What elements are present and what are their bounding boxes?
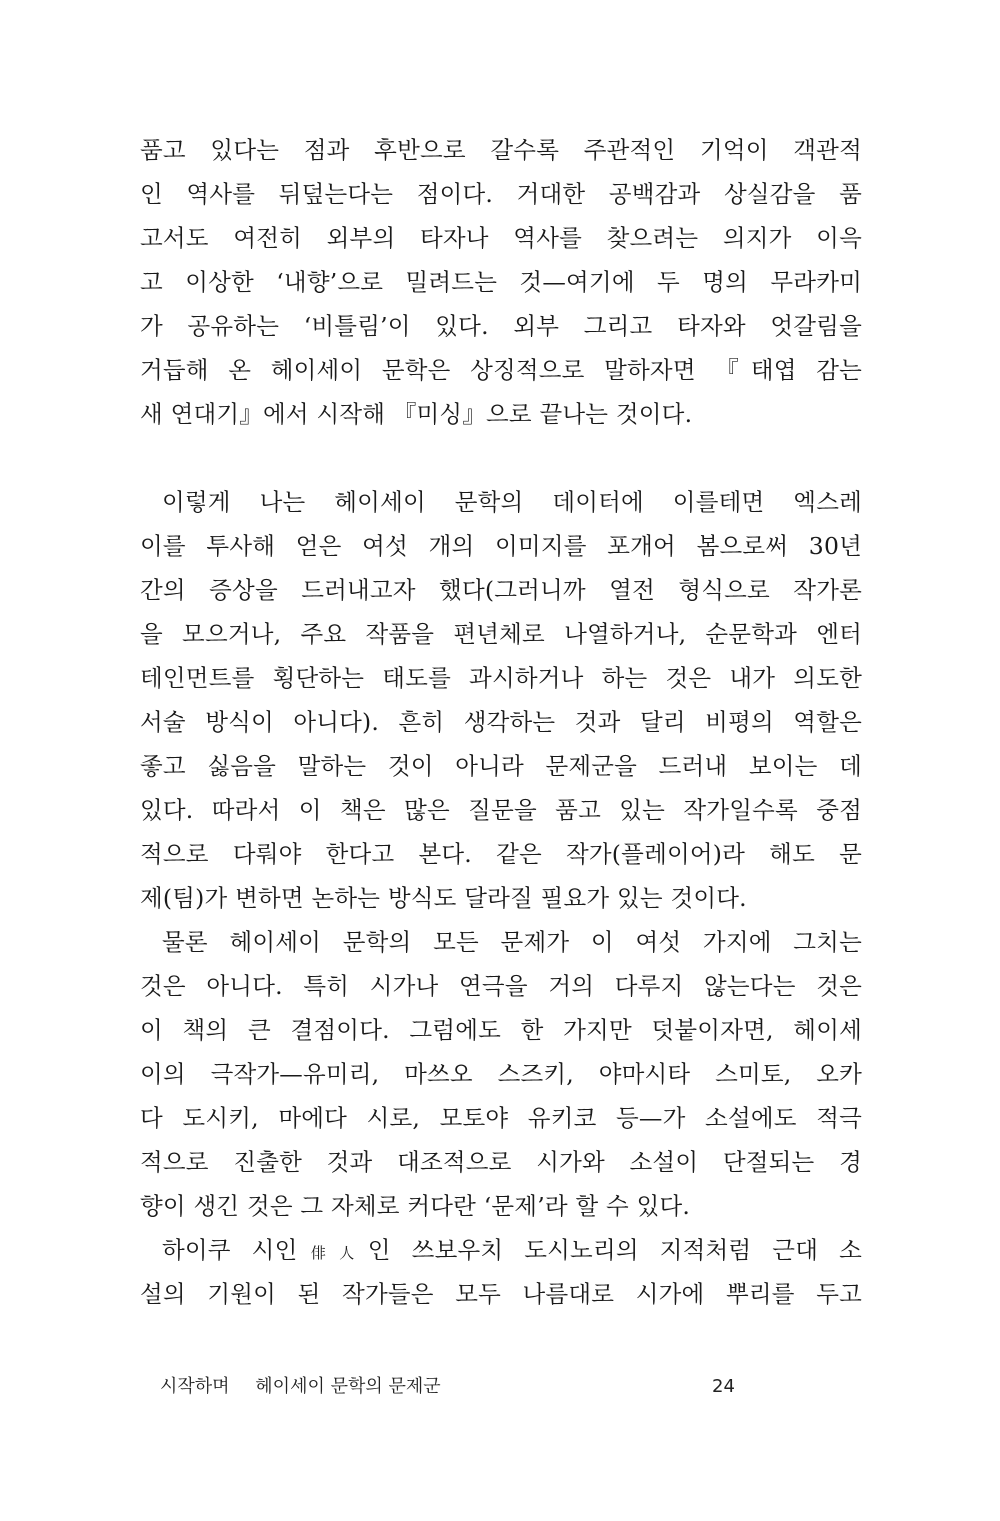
text-line: 인 역사를 뒤덮는다는 점이다. 거대한 공백감과 상실감을 품 — [140, 180, 862, 208]
text-line: 물론 헤이세이 문학의 모든 문제가 이 여섯 가지에 그치는 — [162, 928, 862, 956]
paragraph-3 — [140, 920, 862, 1228]
text-line: 을 모으거나, 주요 작품을 편년체로 나열하거나, 순문학과 엔터 — [140, 620, 862, 648]
footer-title: 헤이세이 문학의 문제군 — [255, 1376, 441, 1397]
text-line: 이 책의 큰 결점이다. 그럼에도 한 가지만 덧붙이자면, 헤이세 — [140, 1016, 862, 1044]
paragraph-1 — [140, 128, 862, 436]
text-line: 고 이상한 ‘내향’으로 밀려드는 것—여기에 두 명의 무라카미 — [140, 268, 862, 296]
text-line: 고서도 여전히 외부의 타자나 역사를 찾으려는 의지가 이윽 — [140, 224, 862, 252]
text-line: 서술 방식이 아니다). 흔히 생각하는 것과 달리 비평의 역할은 — [140, 708, 862, 736]
page-number: 24 — [712, 1376, 735, 1397]
paragraph-2 — [140, 480, 862, 920]
text-line: 다 도시키, 마에다 시로, 모토야 유키코 등—가 소설에도 적극 — [140, 1104, 862, 1132]
text-line: 이의 극작가—유미리, 마쓰오 스즈키, 야마시타 스미토, 오카 — [140, 1060, 862, 1088]
body-text — [140, 128, 862, 1316]
text-line: 제(팀)가 변하면 논하는 방식도 달라질 필요가 있는 것이다. — [140, 884, 747, 912]
section-break — [140, 436, 862, 480]
text-line: 테인먼트를 횡단하는 태도를 과시하거나 하는 것은 내가 의도한 — [140, 664, 862, 692]
text-line: 적으로 다뤄야 한다고 본다. 같은 작가(플레이어)라 해도 문 — [140, 840, 862, 868]
text-line: 새 연대기』에서 시작해 『미싱』으로 끝나는 것이다. — [140, 400, 693, 428]
paragraph-4 — [140, 1228, 862, 1316]
text-line: 적으로 진출한 것과 대조적으로 시가와 소설이 단절되는 경 — [140, 1148, 862, 1176]
text-line: 품고 있다는 점과 후반으로 갈수록 주관적인 기억이 객관적 — [140, 136, 862, 164]
text-line: 거듭해 온 헤이세이 문학은 상징적으로 말하자면 『태엽 감는 — [140, 356, 862, 384]
kanji-annotation: 俳人 — [297, 1244, 368, 1262]
text-line: 것은 아니다. 특히 시가나 연극을 거의 다루지 않는다는 것은 — [140, 972, 862, 1000]
text-line: 이를 투사해 얻은 여섯 개의 이미지를 포개어 봄으로써 30년 — [140, 532, 862, 560]
text-line: 좋고 싫음을 말하는 것이 아니라 문제군을 드러내 보이는 데 — [140, 752, 862, 780]
footer-chapter: 시작하며 — [160, 1376, 230, 1397]
text-segment: 인 쓰보우치 도시노리의 지적처럼 근대 소 — [367, 1236, 862, 1264]
text-line: 간의 증상을 드러내고자 했다(그러니까 열전 형식으로 작가론 — [140, 576, 862, 604]
text-line: 설의 기원이 된 작가들은 모두 나름대로 시가에 뿌리를 두고 — [140, 1280, 862, 1308]
text-line: 이렇게 나는 헤이세이 문학의 데이터에 이를테면 엑스레 — [162, 488, 862, 516]
text-line: 가 공유하는 ‘비틀림’이 있다. 외부 그리고 타자와 엇갈림을 — [140, 312, 862, 340]
text-segment: 하이쿠 시인 — [162, 1236, 298, 1264]
text-line: 향이 생긴 것은 그 자체로 커다란 ‘문제’라 할 수 있다. — [140, 1192, 691, 1220]
text-line — [140, 1228, 862, 1272]
text-line: 있다. 따라서 이 책은 많은 질문을 품고 있는 작가일수록 중점 — [140, 796, 862, 824]
running-footer — [160, 1372, 740, 1402]
